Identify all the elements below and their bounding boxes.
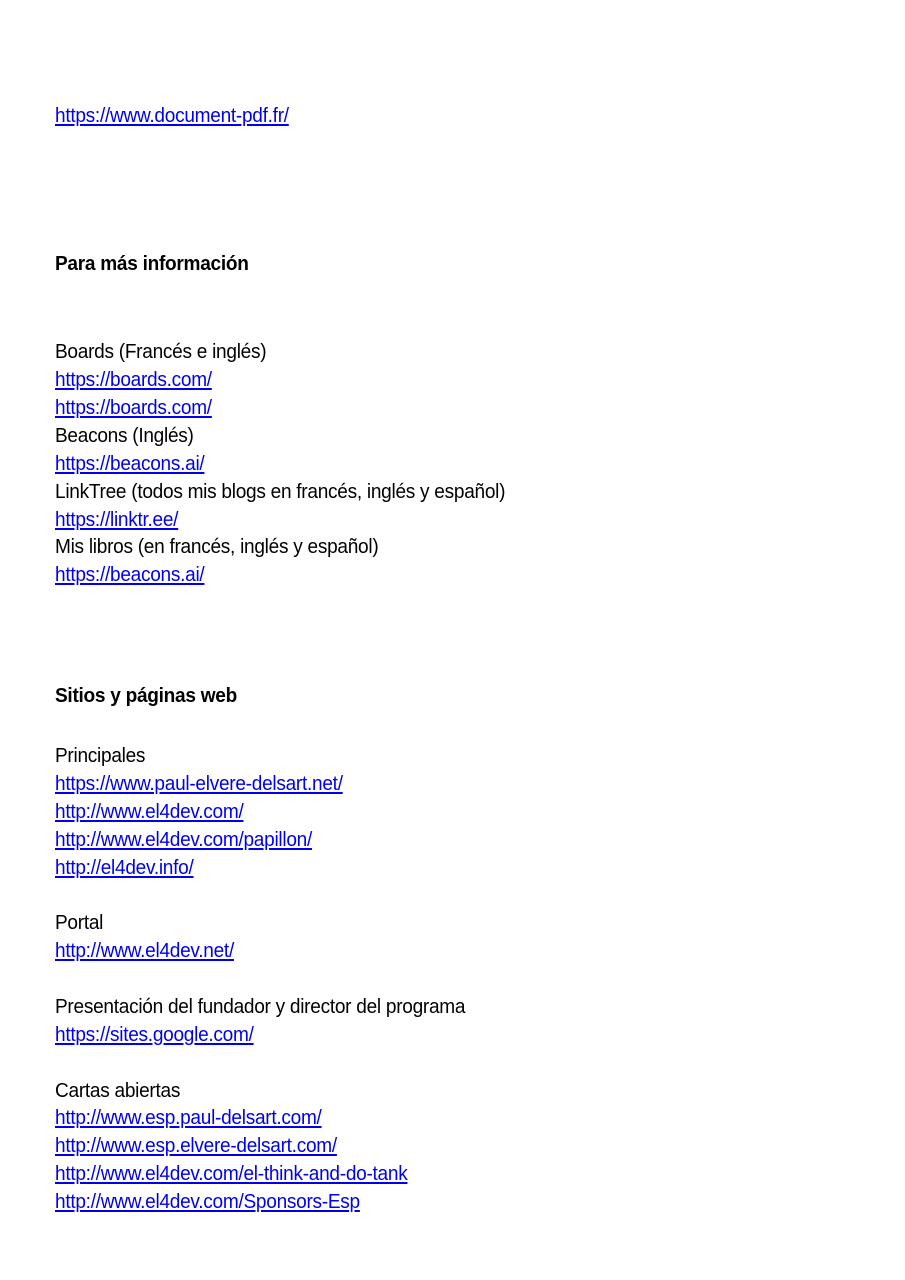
cartas-link-4[interactable]: http://www.el4dev.com/Sponsors-Esp — [55, 1190, 360, 1213]
books-link[interactable]: https://beacons.ai/ — [55, 563, 205, 586]
boards-link-1[interactable]: https://boards.com/ — [55, 368, 212, 391]
cartas-link-2[interactable]: http://www.esp.elvere-delsart.com/ — [55, 1134, 337, 1157]
group-label-presentacion: Presentación del fundador y director del programa — [55, 995, 466, 1018]
top-link[interactable]: https://www.document-pdf.fr/ — [55, 104, 289, 127]
beacons-link[interactable]: https://beacons.ai/ — [55, 452, 205, 475]
group-label-principales: Principales — [55, 744, 146, 767]
cartas-link-1[interactable]: http://www.esp.paul-delsart.com/ — [55, 1106, 322, 1129]
boards-label: Boards (Francés e inglés) — [55, 340, 267, 363]
group-label-portal: Portal — [55, 911, 104, 934]
more-info-heading: Para más información — [55, 252, 249, 275]
portal-link[interactable]: http://www.el4dev.net/ — [55, 939, 234, 962]
presentacion-link[interactable]: https://sites.google.com/ — [55, 1023, 254, 1046]
beacons-label: Beacons (Inglés) — [55, 424, 194, 447]
principales-link-3[interactable]: http://www.el4dev.com/papillon/ — [55, 828, 312, 851]
books-label: Mis libros (en francés, inglés y español) — [55, 535, 379, 558]
principales-link-4[interactable]: http://el4dev.info/ — [55, 856, 194, 879]
linktree-link[interactable]: https://linktr.ee/ — [55, 508, 179, 531]
websites-heading: Sitios y páginas web — [55, 684, 237, 707]
group-label-cartas: Cartas abiertas — [55, 1079, 181, 1102]
boards-link-2[interactable]: https://boards.com/ — [55, 396, 212, 419]
cartas-link-3[interactable]: http://www.el4dev.com/el-think-and-do-tank — [55, 1162, 408, 1185]
principales-link-1[interactable]: https://www.paul-elvere-delsart.net/ — [55, 772, 343, 795]
principales-link-2[interactable]: http://www.el4dev.com/ — [55, 800, 244, 823]
linktree-label: LinkTree (todos mis blogs en francés, inglés y español) — [55, 480, 506, 503]
